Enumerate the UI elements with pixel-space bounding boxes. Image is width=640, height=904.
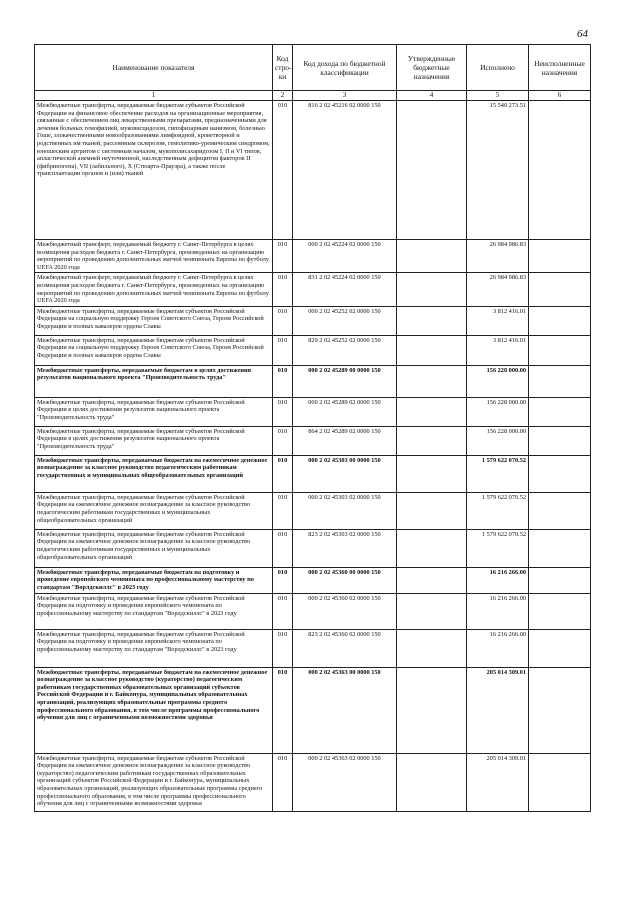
executed-cell: 3 812 416.01 — [467, 335, 529, 365]
income-code-cell: 000 2 02 45224 02 0000 150 — [293, 240, 397, 273]
table-row — [35, 426, 591, 455]
line-code-cell: 010 — [273, 529, 293, 567]
income-code-cell: 000 2 02 45360 00 0000 150 — [293, 567, 397, 593]
executed-cell: 205 014 309.01 — [467, 667, 529, 753]
unexecuted-cell — [529, 492, 591, 529]
table-row — [35, 492, 591, 529]
approved-cell — [397, 273, 467, 306]
line-code-cell: 010 — [273, 306, 293, 335]
executed-cell: 3 812 416.01 — [467, 306, 529, 335]
unexecuted-cell — [529, 667, 591, 753]
approved-cell — [397, 529, 467, 567]
approved-cell — [397, 492, 467, 529]
line-code-cell: 010 — [273, 240, 293, 273]
unexecuted-cell — [529, 335, 591, 365]
executed-cell: 1 579 622 070.52 — [467, 492, 529, 529]
table-row — [35, 753, 591, 811]
table-row — [35, 101, 591, 240]
unexecuted-cell — [529, 101, 591, 240]
executed-cell: 26 984 986.83 — [467, 273, 529, 306]
indicator-name-cell: Межбюджетные трансферты, передаваемые бюджетам субъектов Российской Федерации на ежемесячное денежное вознаграждение за классное руководство педагогическим работникам государственных и муниципальных общеобразовательных организаций — [35, 529, 273, 567]
approved-cell — [397, 101, 467, 240]
executed-cell: 205 014 309.01 — [467, 753, 529, 811]
income-code-cell: 823 2 02 45303 02 0000 150 — [293, 529, 397, 567]
line-code-cell: 010 — [273, 335, 293, 365]
approved-cell — [397, 306, 467, 335]
approved-cell — [397, 335, 467, 365]
table-row — [35, 593, 591, 629]
approved-cell — [397, 593, 467, 629]
unexecuted-cell — [529, 629, 591, 667]
header-line-code: Код стро- ки — [273, 45, 293, 91]
table-row — [35, 365, 591, 397]
indicator-name-cell: Межбюджетные трансферты, передаваемые бюджетам субъектов Российской Федерации в целях достижения результатов национального проекта "Производительность труда" — [35, 426, 273, 455]
executed-cell: 156 228 000.00 — [467, 426, 529, 455]
unexecuted-cell — [529, 426, 591, 455]
income-code-cell: 000 2 02 45289 00 0000 150 — [293, 365, 397, 397]
indicator-name-cell: Межбюджетные трансферты, передаваемые бюджетам субъектов Российской Федерации на ежемесячное денежное вознаграждение за классное руководство (кураторство) педагогическим работникам государственных образовательных организаций субъектов Российской Федерации и г. Байконура, муниципальных образовательных организаций, реализующих образовательные программы среднего профессионального образования, в том числе программы профессионального обучения для лиц с ограниченными возможностями здоровья — [35, 753, 273, 811]
indicator-name-cell: Межбюджетные трансферты, передаваемые бюджетам на подготовку и проведение европейского чемпионата по профессиональному мастерству по стандартам "Ворлдскиллс" в 2023 году — [35, 567, 273, 593]
table-row — [35, 455, 591, 492]
table-row — [35, 629, 591, 667]
income-code-cell: 000 2 02 45289 02 0000 150 — [293, 397, 397, 426]
unexecuted-cell — [529, 753, 591, 811]
table-row — [35, 567, 591, 593]
line-code-cell: 010 — [273, 426, 293, 455]
column-number: 4 — [397, 91, 467, 101]
executed-cell: 1 579 622 070.52 — [467, 529, 529, 567]
income-code-cell: 829 2 02 45252 02 0000 150 — [293, 335, 397, 365]
table-row — [35, 529, 591, 567]
line-code-cell: 010 — [273, 101, 293, 240]
income-code-cell: 000 2 02 45360 02 0000 150 — [293, 593, 397, 629]
line-code-cell: 010 — [273, 567, 293, 593]
income-code-cell: 864 2 02 45289 02 0000 150 — [293, 426, 397, 455]
unexecuted-cell — [529, 273, 591, 306]
income-code-cell: 823 2 02 45360 02 0000 150 — [293, 629, 397, 667]
unexecuted-cell — [529, 529, 591, 567]
unexecuted-cell — [529, 365, 591, 397]
table-row — [35, 397, 591, 426]
executed-cell: 156 228 000.00 — [467, 365, 529, 397]
income-code-cell: 000 2 02 45252 02 0000 150 — [293, 306, 397, 335]
indicator-name-cell: Межбюджетный трансферт, передаваемый бюджету г. Санкт-Петербурга в целях возмещения расходов бюджета г. Санкт-Петербурга, произведенных на организацию мероприятий по проведению дополнительных матчей чемпионата Европы по футболу UEFA 2020 года — [35, 273, 273, 306]
executed-cell: 156 228 000.00 — [467, 397, 529, 426]
approved-cell — [397, 629, 467, 667]
line-code-cell: 010 — [273, 753, 293, 811]
unexecuted-cell — [529, 567, 591, 593]
approved-cell — [397, 455, 467, 492]
header-approved: Утвержденные бюджетные назначения — [397, 45, 467, 91]
income-code-cell: 000 2 02 45363 02 0000 150 — [293, 753, 397, 811]
header-unexecuted: Неисполненные назначения — [529, 45, 591, 91]
indicator-name-cell: Межбюджетный трансферт, передаваемый бюджету г. Санкт-Петербурга в целях возмещения расходов бюджета г. Санкт-Петербурга, произведенных на организацию мероприятий по проведению дополнительных матчей чемпионата Европы по футболу UEFA 2020 года — [35, 240, 273, 273]
table-row — [35, 335, 591, 365]
income-code-cell: 831 2 02 45224 02 0000 150 — [293, 273, 397, 306]
approved-cell — [397, 397, 467, 426]
column-number-row — [35, 91, 591, 101]
indicator-name-cell: Межбюджетные трансферты, передаваемые бюджетам субъектов Российской Федерации в целях достижения результатов национального проекта "Производительность труда" — [35, 397, 273, 426]
approved-cell — [397, 426, 467, 455]
column-number: 6 — [529, 91, 591, 101]
line-code-cell: 010 — [273, 593, 293, 629]
approved-cell — [397, 753, 467, 811]
header-income-code: Код дохода по бюджетной классификации — [293, 45, 397, 91]
indicator-name-cell: Межбюджетные трансферты, передаваемые бюджетам субъектов Российской Федерации на социальную поддержку Героев Советского Союза, Героев Российской Федерации и полных кавалеров ордена Славы — [35, 335, 273, 365]
approved-cell — [397, 240, 467, 273]
unexecuted-cell — [529, 397, 591, 426]
executed-cell: 15 540 273.51 — [467, 101, 529, 240]
page-number: 64 — [577, 28, 588, 40]
indicator-name-cell: Межбюджетные трансферты, передаваемые бюджетам субъектов Российской Федерации на социальную поддержку Героев Советского Союза, Героев Российской Федерации и полных кавалеров ордена Славы — [35, 306, 273, 335]
indicator-name-cell: Межбюджетные трансферты, передаваемые бюджетам субъектов Российской Федерации на ежемесячное денежное вознаграждение за классное руководство педагогическим работникам государственных и муниципальных общеобразовательных организаций — [35, 492, 273, 529]
line-code-cell: 010 — [273, 667, 293, 753]
approved-cell — [397, 365, 467, 397]
header-executed: Исполнено — [467, 45, 529, 91]
executed-cell: 16 216 266.00 — [467, 567, 529, 593]
line-code-cell: 010 — [273, 365, 293, 397]
executed-cell: 16 216 266.00 — [467, 629, 529, 667]
line-code-cell: 010 — [273, 455, 293, 492]
indicator-name-cell: Межбюджетные трансферты, передаваемые бюджетам субъектов Российской Федерации на подготовку и проведение европейского чемпионата по профессиональному мастерству по стандартам "Ворлдскиллс" в 2023 году — [35, 629, 273, 667]
indicator-name-cell: Межбюджетные трансферты, передаваемые бюджетам в целях достижения результатов национального проекта "Производительность труда" — [35, 365, 273, 397]
column-number: 5 — [467, 91, 529, 101]
line-code-cell: 010 — [273, 273, 293, 306]
header-indicator-name: Наименование показателя — [35, 45, 273, 91]
table-row — [35, 306, 591, 335]
line-code-cell: 010 — [273, 397, 293, 426]
column-number: 1 — [35, 91, 273, 101]
table-row — [35, 240, 591, 273]
income-code-cell: 000 2 02 45303 02 0000 150 — [293, 492, 397, 529]
income-code-cell: 816 2 02 45216 02 0000 150 — [293, 101, 397, 240]
unexecuted-cell — [529, 593, 591, 629]
column-number: 2 — [273, 91, 293, 101]
unexecuted-cell — [529, 455, 591, 492]
executed-cell: 1 579 622 070.52 — [467, 455, 529, 492]
approved-cell — [397, 567, 467, 593]
income-code-cell: 000 2 02 45303 00 0000 150 — [293, 455, 397, 492]
indicator-name-cell: Межбюджетные трансферты, передаваемые бюджетам субъектов Российской Федерации на подготовку и проведение европейского чемпионата по профессиональному мастерству по стандартам "Ворлдскиллс" в 2023 году — [35, 593, 273, 629]
column-number: 3 — [293, 91, 397, 101]
unexecuted-cell — [529, 306, 591, 335]
executed-cell: 26 984 986.83 — [467, 240, 529, 273]
indicator-name-cell: Межбюджетные трансферты, передаваемые бюджетам на ежемесячное денежное вознаграждение за классное руководство педагогическим работникам государственных и муниципальных общеобразовательных организаций — [35, 455, 273, 492]
line-code-cell: 010 — [273, 492, 293, 529]
indicator-name-cell: Межбюджетные трансферты, передаваемые бюджетам на ежемесячное денежное вознаграждение за классное руководство (кураторство) педагогическим работникам государственных образовательных организаций субъектов Российской Федерации и г. Байконура, муниципальных образовательных организаций, реализующих образовательные программы среднего профессионального образования, в том числе программы профессионального обучения для лиц с ограниченными возможностями здоровья — [35, 667, 273, 753]
line-code-cell: 010 — [273, 629, 293, 667]
unexecuted-cell — [529, 240, 591, 273]
income-code-cell: 000 2 02 45363 00 0000 150 — [293, 667, 397, 753]
indicator-name-cell: Межбюджетные трансферты, передаваемые бюджетам субъектов Российской Федерации на финансовое обеспечение расходов на организационные мероприятия, связанные с обеспечением лиц лекарственными препаратами, предназначенными для лечения больных гемофилией, муковисцидозом, гипофизарным нанизмом, болезнью Гоше, злокачественными новообразованиями лимфоидной, кроветворной и родственных им тканей, рассеянным склерозом, гемолитико-уремическим синдромом, юношеским артритом с системным началом, мукополисахаридозом I, II и VI типов, апластической анемией неуточненной, наследственным дефицитом факторов II (фибриногена), VII (лабильного), X (Стюарта-Прауэра), а также после трансплантации органов и (или) тканей — [35, 101, 273, 240]
table-header-row — [35, 45, 591, 91]
table-row — [35, 273, 591, 306]
approved-cell — [397, 667, 467, 753]
executed-cell: 16 216 266.00 — [467, 593, 529, 629]
budget-execution-table — [34, 44, 591, 812]
table-row — [35, 667, 591, 753]
